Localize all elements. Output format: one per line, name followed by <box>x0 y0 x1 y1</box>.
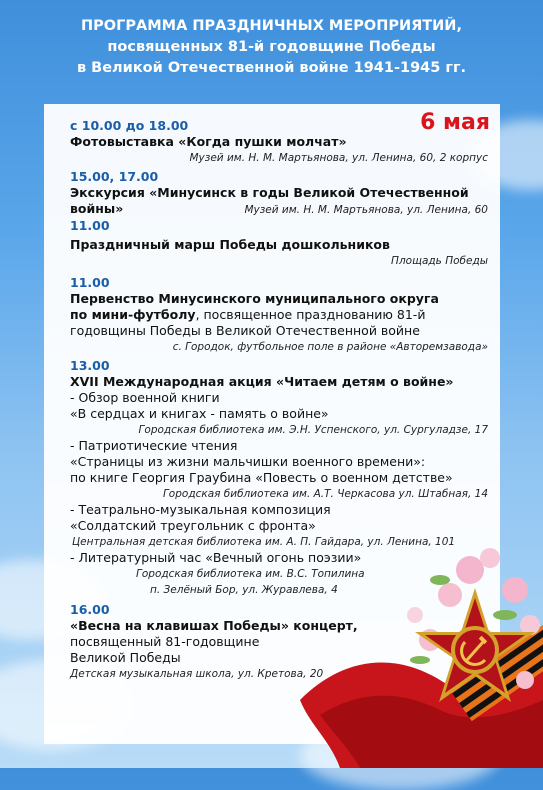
sub-event-line: «Страницы из жизни мальчишки военного времени»: <box>70 454 426 469</box>
sub-event-place: Городская библиотека им. А.Т. Черкасова ул. Штабная, 14 <box>162 488 488 500</box>
header-line: в Великой Отечественной войне 1941-1945 гг. <box>76 60 467 76</box>
sub-event-place: Центральная детская библиотека им. А. П. Гайдара, ул. Ленина, 101 <box>72 536 456 548</box>
header-line: ПРОГРАММА ПРАЗДНИЧНЫХ МЕРОПРИЯТИЙ, <box>81 18 462 34</box>
sub-event-line: «В сердцах и книгах - память о войне» <box>70 406 329 421</box>
event-place: Детская музыкальная школа, ул. Кретова, 20 <box>70 668 324 680</box>
header-line: посвященных 81-й годовщине Победы <box>107 39 436 55</box>
event-time: с 10.00 до 18.00 <box>70 118 189 133</box>
event-title: Фотовыставка «Когда пушки молчат» <box>70 134 347 149</box>
event-title: Праздничный марш Победы дошкольников <box>70 237 390 252</box>
event-item <box>70 275 488 355</box>
event-title-line: Первенство Минусинского муниципального округа <box>70 291 439 306</box>
page-header <box>0 16 543 79</box>
sub-event <box>70 438 488 502</box>
event-time: 15.00, 17.00 <box>70 169 159 184</box>
event-time: 13.00 <box>70 358 110 373</box>
event-place: Музей им. Н. М. Мартьянова, ул. Ленина, 60, 2 корпус <box>189 152 488 164</box>
sub-event-line: - Литературный час «Вечный огонь поэзии» <box>70 550 362 565</box>
event-place: с. Городок, футбольное поле в районе «Авторемзавода» <box>172 341 488 353</box>
event-item <box>70 169 488 218</box>
event-title: XVII Международная акция «Читаем детям о войне» <box>70 374 454 389</box>
sub-event-line: - Патриотические чтения <box>70 438 238 453</box>
event-title-line: войны» <box>70 201 124 216</box>
event-title <box>70 185 488 218</box>
sub-event-line: - Театрально-музыкальная композиция <box>70 502 331 517</box>
decoration-group <box>300 540 543 768</box>
event-title-bold: по мини-футболу <box>70 307 196 322</box>
event-title-line: годовщины Победы в Великой Отечественной войне <box>70 323 420 338</box>
event-line: посвященный 81-годовщине <box>70 634 260 649</box>
event-title-rest: , посвященное празднованию 81-й <box>195 307 426 322</box>
event-time: 16.00 <box>70 602 110 617</box>
event-time: 11.00 <box>70 275 110 290</box>
event-title-line <box>70 307 488 323</box>
event-time: 11.00 <box>70 218 110 233</box>
event-place: Музей им. Н. М. Мартьянова, ул. Ленина, 60 <box>244 204 488 216</box>
sub-event <box>70 390 488 438</box>
sub-event-line: «Солдатский треугольник с фронта» <box>70 518 316 533</box>
sub-event-line: - Обзор военной книги <box>70 390 220 405</box>
event-title-row <box>70 201 488 218</box>
event-place: Площадь Победы <box>391 255 488 267</box>
sub-event-place: п. Зелёный Бор, ул. Журавлева, 4 <box>150 584 338 596</box>
date-title: 6 мая <box>420 110 490 135</box>
sub-event-place: Городская библиотека им. Э.Н. Успенского, ул. Сургуладзе, 17 <box>138 424 488 436</box>
event-line: Великой Победы <box>70 650 181 665</box>
event-item <box>70 118 488 166</box>
sub-event-line: по книге Георгия Граубина «Повесть о военном детстве» <box>70 470 453 485</box>
event-title-line: Экскурсия «Минусинск в годы Великой Отечественной <box>70 185 469 200</box>
event-title <box>70 291 488 339</box>
sub-event-place: Городская библиотека им. В.С. Топилина <box>136 568 365 580</box>
event-item <box>70 218 488 269</box>
event-title: «Весна на клавишах Победы» концерт, <box>70 618 358 633</box>
